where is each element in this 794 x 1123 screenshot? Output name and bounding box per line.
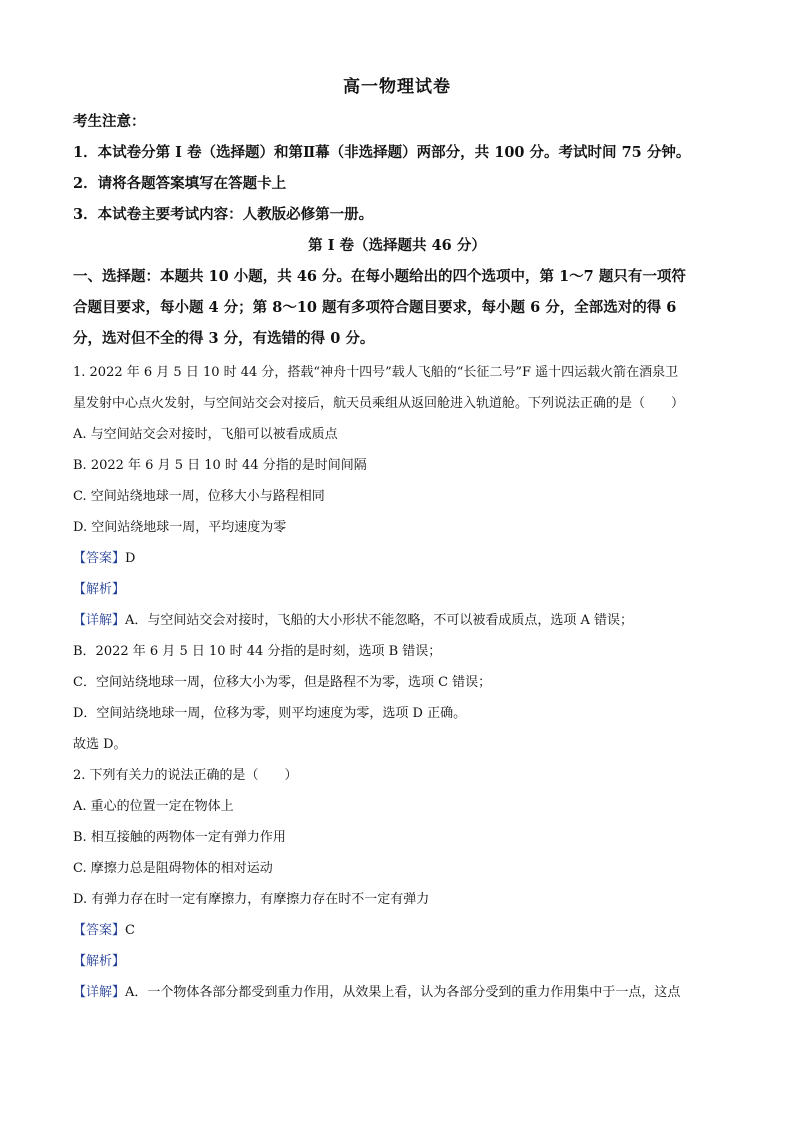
notice-heading: 考生注意： bbox=[73, 113, 146, 130]
q1-detail-line-4: D．空间站绕地球一周，位移为零，则平均速度为零，选项 D 正确。 bbox=[73, 706, 467, 721]
instructions-line-2: 合题目要求，每小题 4 分；第 8～10 题有多项符合题目要求，每小题 6 分，全部选对的得 6 bbox=[73, 299, 677, 316]
q2-stem: 2. 下列有关力的说法正确的是（ ） bbox=[73, 768, 298, 783]
q1-conclusion: 故选 D。 bbox=[73, 737, 127, 752]
q2-option-d: D. 有弹力存在时一定有摩擦力，有摩擦力存在时不一定有弹力 bbox=[73, 892, 430, 907]
q1-option-b: B. 2022 年 6 月 5 日 10 时 44 分指的是时间间隔 bbox=[73, 458, 367, 473]
page-title: 高一物理试卷 bbox=[343, 77, 451, 97]
q1-detail-line-1: 【详解】A．与空间站交会对接时，飞船的大小形状不能忽略，不可以被看成质点，选项 A 错误； bbox=[73, 613, 634, 628]
q2-analysis-tag: 【解析】 bbox=[73, 954, 126, 969]
q1-option-a: A. 与空间站交会对接时，飞船可以被看成质点 bbox=[73, 427, 338, 442]
q1-analysis-tag: 【解析】 bbox=[73, 582, 126, 597]
q2-option-b: B. 相互接触的两物体一定有弹力作用 bbox=[73, 830, 286, 845]
q1-option-d: D. 空间站绕地球一周，平均速度为零 bbox=[73, 520, 287, 535]
section-title: 第 I 卷（选择题共 46 分） bbox=[308, 237, 486, 254]
instructions-line-3: 分，选对但不全的得 3 分，有选错的得 0 分。 bbox=[73, 330, 375, 347]
notice-item-2: 2．请将各题答案填写在答题卡上 bbox=[73, 175, 287, 192]
q1-answer bbox=[73, 547, 135, 566]
q2-answer bbox=[73, 919, 135, 938]
answer-tag: 【答案】 bbox=[73, 923, 126, 938]
notice-item-1: 1．本试卷分第 I 卷（选择题）和第Ⅱ幕（非选择题）两部分，共 100 分。考试时间 75 分钟。 bbox=[73, 144, 691, 161]
detail-tag: 【详解】 bbox=[73, 613, 126, 628]
q1-stem-line-2: 星发射中心点火发射，与空间站交会对接后，航天员乘组从返回舱进入轨道舱。下列说法正确的是（ ） bbox=[73, 396, 685, 411]
q1-option-c: C. 空间站绕地球一周，位移大小与路程相同 bbox=[73, 489, 325, 504]
detail-tag: 【详解】 bbox=[73, 985, 126, 1000]
notice-item-3: 3．本试卷主要考试内容：人教版必修第一册。 bbox=[73, 206, 374, 223]
q1-detail-line-2: B．2022 年 6 月 5 日 10 时 44 分指的是时刻，选项 B 错误； bbox=[73, 644, 442, 659]
q2-option-c: C. 摩擦力总是阻碍物体的相对运动 bbox=[73, 861, 273, 876]
q1-stem-line-1: 1. 2022 年 6 月 5 日 10 时 44 分，搭载“神舟十四号”载人飞船的“长征二号”F 遥十四运载火箭在酒泉卫 bbox=[73, 365, 679, 380]
q1-detail-line-3: C．空间站绕地球一周，位移大小为零，但是路程不为零，选项 C 错误； bbox=[73, 675, 492, 690]
q2-detail-line-1: 【详解】A．一个物体各部分都受到重力作用，从效果上看，认为各部分受到的重力作用集中于一点，这点 bbox=[73, 985, 681, 1000]
q1-answer-value: D bbox=[125, 551, 136, 566]
answer-tag: 【答案】 bbox=[73, 551, 126, 566]
instructions-line-1: 一、选择题：本题共 10 小题，共 46 分。在每小题给出的四个选项中，第 1～7 题只有一项符 bbox=[73, 268, 686, 285]
q2-option-a: A. 重心的位置一定在物体上 bbox=[73, 799, 234, 814]
q2-answer-value: C bbox=[125, 923, 135, 938]
